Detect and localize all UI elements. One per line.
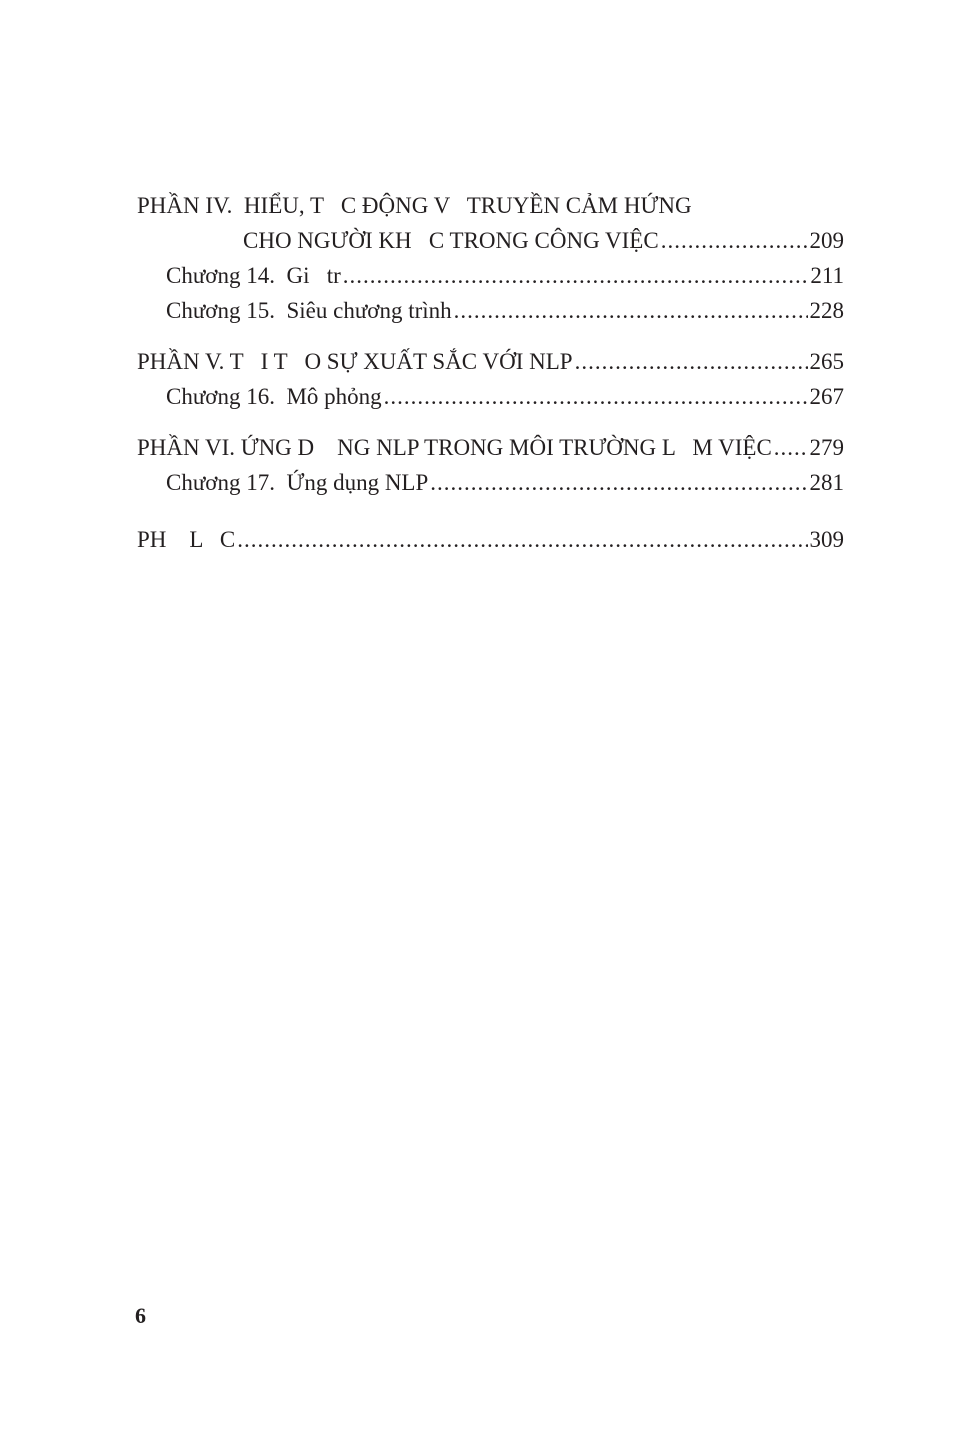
toc-chapter-14-label: Chương 14. Gi tr — [166, 263, 341, 288]
toc-part-6-label: PHẦN VI. ỨNG D NG NLP TRONG MÔI TRƯỜNG L M VIỆC — [137, 435, 772, 460]
toc-part-4-entry[interactable] — [137, 223, 844, 258]
toc-part-5-page: 265 — [809, 349, 844, 374]
dot-leader — [384, 379, 808, 414]
dot-leader — [430, 465, 807, 500]
dot-leader — [237, 522, 807, 557]
toc-chapter-16[interactable] — [137, 379, 844, 414]
dot-leader — [661, 223, 808, 258]
dot-leader — [575, 344, 808, 379]
toc-chapter-14-page: 211 — [810, 263, 844, 288]
toc-appendix-label: PH L C — [137, 527, 236, 552]
toc-appendix[interactable] — [137, 522, 844, 557]
toc-part-6-page: 279 — [809, 435, 844, 460]
toc-part-5[interactable] — [137, 344, 844, 379]
toc-chapter-14[interactable] — [137, 258, 844, 293]
toc-part-6[interactable] — [137, 430, 844, 465]
toc-part-5-label: PHẦN V. T I T O SỰ XUẤT SẮC VỚI NLP — [137, 349, 573, 374]
toc-part-4-title — [137, 188, 844, 223]
dot-leader — [774, 430, 808, 465]
dot-leader — [454, 293, 808, 328]
toc-chapter-17-label: Chương 17. Ứng dụng NLP — [166, 470, 429, 495]
table-of-contents — [137, 188, 844, 557]
toc-chapter-16-page: 267 — [809, 384, 844, 409]
toc-part-4-line2: CHO NGƯỜI KH C TRONG CÔNG VIỆC — [243, 228, 659, 253]
toc-chapter-15[interactable] — [137, 293, 844, 328]
toc-chapter-15-label: Chương 15. Siêu chương trình — [166, 298, 452, 323]
toc-part-4-line1: PHẦN IV. HIỂU, T C ĐỘNG V TRUYỀN CẢM HỨNG — [137, 193, 692, 218]
toc-chapter-17[interactable] — [137, 465, 844, 500]
toc-chapter-17-page: 281 — [809, 470, 844, 495]
toc-chapter-15-page: 228 — [809, 298, 844, 323]
dot-leader — [343, 258, 809, 293]
toc-part-4-page: 209 — [809, 228, 844, 253]
toc-chapter-16-label: Chương 16. Mô phỏng — [166, 384, 382, 409]
toc-appendix-page: 309 — [809, 527, 844, 552]
page-number: 6 — [135, 1303, 146, 1328]
